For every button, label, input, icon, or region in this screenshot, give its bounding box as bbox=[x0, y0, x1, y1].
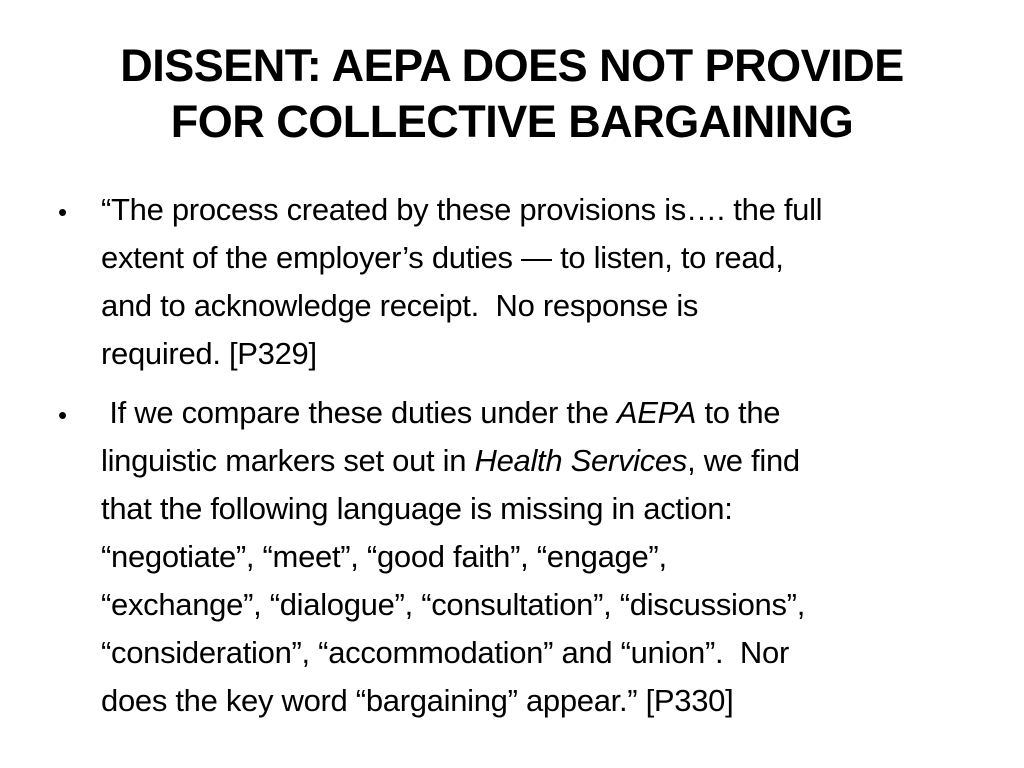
text-segment: and to acknowledge receipt. No response is bbox=[101, 288, 699, 323]
bullet-item bbox=[58, 186, 988, 378]
text-segment: “exchange”, “dialogue”, “consultation”, “discussions”, bbox=[101, 587, 806, 622]
text-segment: “negotiate”, “meet”, “good faith”, “engage”, bbox=[101, 539, 667, 574]
bullet-list bbox=[58, 186, 988, 736]
bullet-text-line bbox=[101, 677, 988, 725]
bullet-text-line bbox=[101, 533, 988, 581]
bullet-text-line bbox=[101, 629, 988, 677]
bullet-marker: • bbox=[58, 197, 68, 227]
text-segment: extent of the employer’s duties — to listen, to read, bbox=[101, 240, 784, 275]
title-line: FOR COLLECTIVE BARGAINING bbox=[170, 96, 854, 147]
text-segment: linguistic markers set out in bbox=[101, 443, 475, 478]
bullet-text-line bbox=[101, 282, 988, 330]
bullet-text-line bbox=[101, 485, 988, 533]
italic-text: AEPA bbox=[616, 395, 697, 430]
title-line: DISSENT: AEPA DOES NOT PROVIDE bbox=[120, 40, 904, 91]
text-segment: required. [P329] bbox=[101, 336, 317, 371]
bullet-marker: • bbox=[58, 400, 68, 430]
bullet-text-line bbox=[101, 437, 988, 485]
slide-title bbox=[40, 38, 984, 150]
text-segment: to the bbox=[696, 395, 781, 430]
text-segment: that the following language is missing in action: bbox=[101, 491, 733, 526]
text-segment: does the key word “bargaining” appear.” [P330] bbox=[101, 683, 734, 718]
text-segment: “The process created by these provisions is…. the full bbox=[101, 192, 823, 227]
text-segment: “consideration”, “accommodation” and “union”. Nor bbox=[101, 635, 789, 670]
text-segment: , we find bbox=[687, 443, 800, 478]
bullet-text-line bbox=[101, 330, 988, 378]
bullet-text-line bbox=[101, 581, 988, 629]
bullet-item bbox=[58, 389, 988, 725]
bullet-text-line bbox=[101, 389, 988, 437]
bullet-text-line bbox=[101, 186, 988, 234]
italic-text: Health Services bbox=[474, 443, 688, 478]
bullet-text-line bbox=[101, 234, 988, 282]
text-segment: If we compare these duties under the bbox=[101, 395, 617, 430]
